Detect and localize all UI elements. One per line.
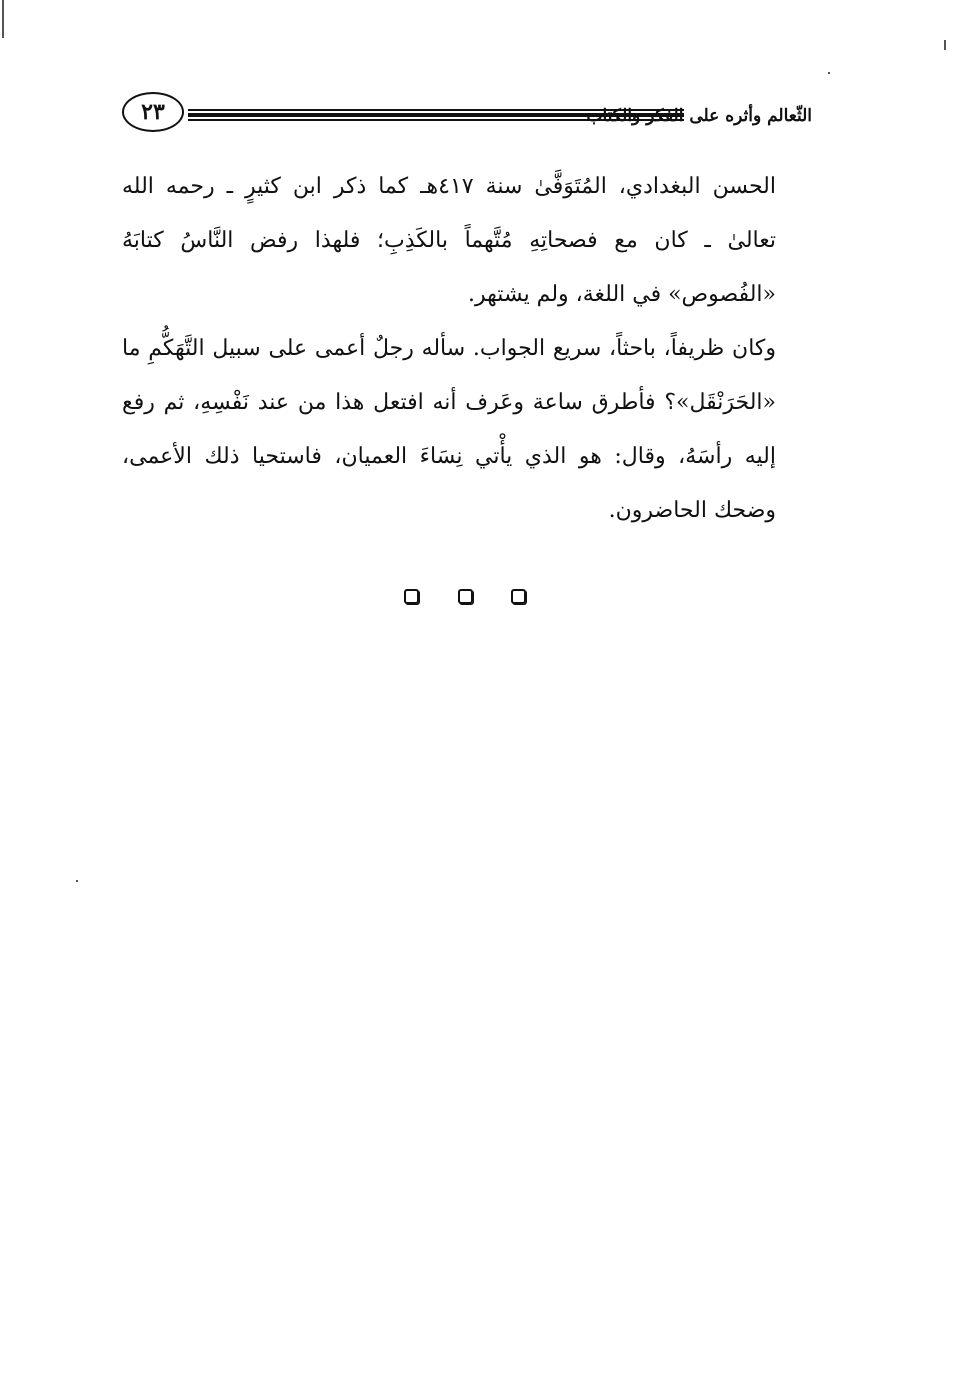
page-number: ٢٣: [122, 92, 184, 132]
scan-edge-mark: [2, 0, 4, 38]
scan-speck: [828, 72, 830, 74]
scan-speck: [76, 880, 78, 882]
page-body: [122, 160, 776, 538]
page-header: [122, 92, 812, 150]
paragraph-2: وكان ظريفاً، باحثاً، سريع الجواب. سأله رجلٌ أعمى على سبيل التَّهَكُّمِ ما «الحَرَنْقَل»؟ فأطرق ساعة وعَرف أنه افتعل هذا من عند نَفْسِهِ، ثم رفع إليه رأسَهُ، وقال: هو الذي يأْتي نِسَاءَ العميان، فاستحيا ذلك الأعمى، وضحك الحاضرون.: [122, 336, 776, 523]
scan-speck: [944, 40, 946, 50]
separator-box-icon: [511, 589, 526, 604]
running-title: الثّعالم وأثره على الفكر والكتاب: [586, 106, 812, 126]
separator-box-icon: [458, 589, 473, 604]
separator-box-icon: [404, 589, 419, 604]
section-separator: [404, 589, 526, 609]
paragraph-1: الحسن البغدادي، المُتَوَفَّىٰ سنة ٤١٧هـ كما ذكر ابن كثيرٍ ـ رحمه الله تعالىٰ ـ كان مع فصحاتِهِ مُتَّهماً بالكَذِبِ؛ فلهذا رفض النَّاسُ كتابَهُ «الفُصوص» في اللغة، ولم يشتهر.: [122, 174, 776, 307]
